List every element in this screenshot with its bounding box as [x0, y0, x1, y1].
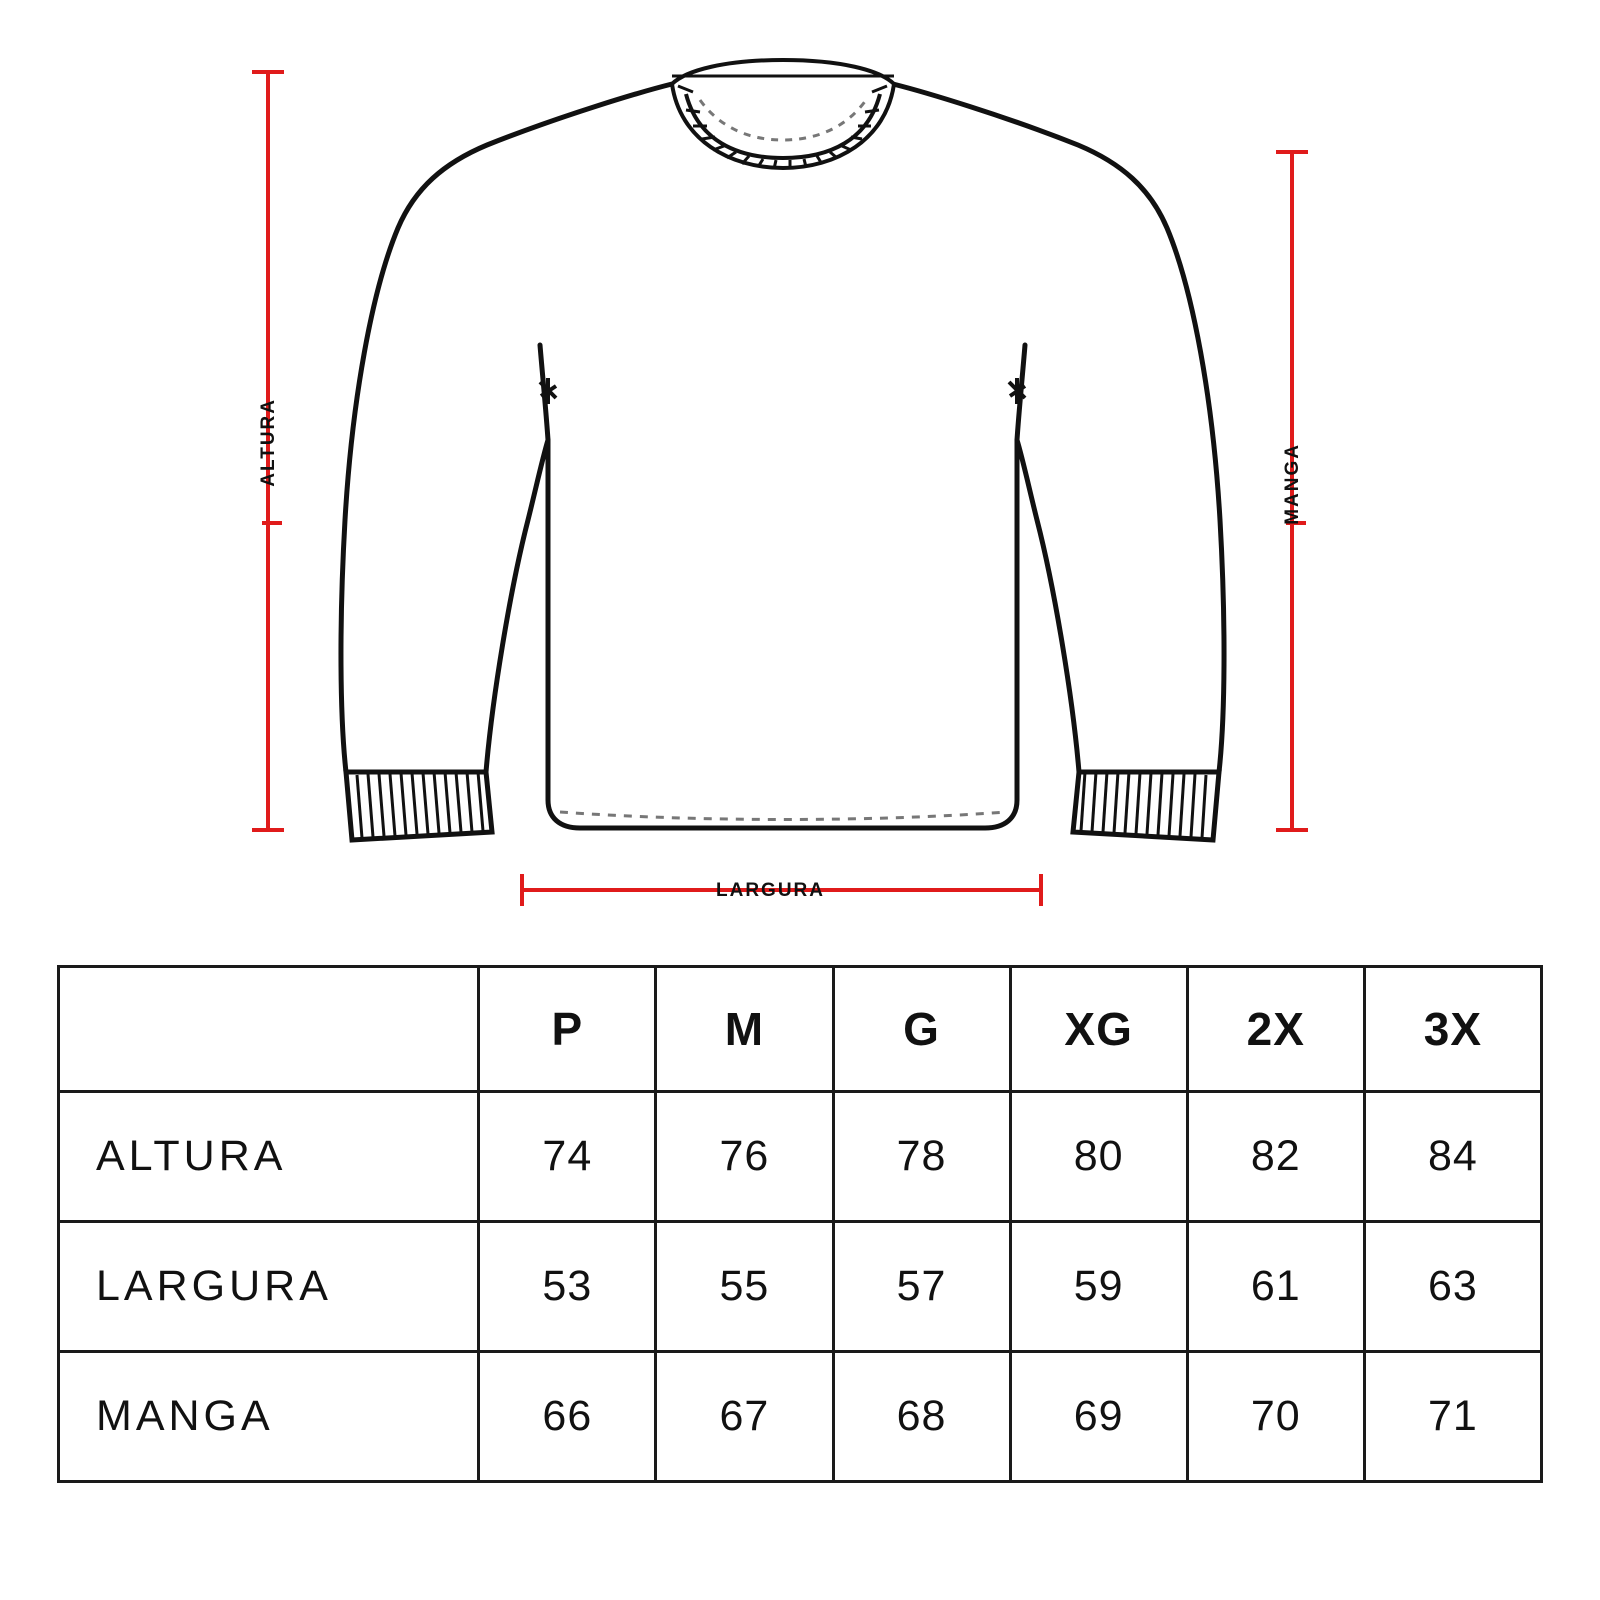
cell-altura-p: 74 — [479, 1092, 656, 1222]
cell-manga-2x: 70 — [1187, 1352, 1364, 1482]
cell-manga-p: 66 — [479, 1352, 656, 1482]
sweatshirt-outline — [341, 84, 1224, 828]
cell-largura-g: 57 — [833, 1222, 1010, 1352]
size-chart-table — [57, 965, 1543, 1483]
column-header-xg: XG — [1010, 967, 1187, 1092]
cell-manga-g: 68 — [833, 1352, 1010, 1482]
width-measure-label: LARGURA — [716, 880, 825, 901]
cell-altura-3x: 84 — [1364, 1092, 1541, 1222]
table-row — [59, 1222, 1542, 1352]
cell-altura-xg: 80 — [1010, 1092, 1187, 1222]
row-label-manga: MANGA — [59, 1352, 479, 1482]
cell-largura-2x: 61 — [1187, 1222, 1364, 1352]
table-corner-cell — [59, 967, 479, 1092]
sleeve-measure-label: MANGA — [1282, 443, 1303, 525]
table-row — [59, 1092, 1542, 1222]
cell-altura-2x: 82 — [1187, 1092, 1364, 1222]
cell-manga-xg: 69 — [1010, 1352, 1187, 1482]
cell-largura-p: 53 — [479, 1222, 656, 1352]
column-header-g: G — [833, 967, 1010, 1092]
cell-manga-3x: 71 — [1364, 1352, 1541, 1482]
cell-manga-m: 67 — [656, 1352, 833, 1482]
cell-largura-xg: 59 — [1010, 1222, 1187, 1352]
column-header-m: M — [656, 967, 833, 1092]
row-label-largura: LARGURA — [59, 1222, 479, 1352]
table-header-row — [59, 967, 1542, 1092]
height-measure-label: ALTURA — [258, 398, 279, 487]
column-header-p: P — [479, 967, 656, 1092]
cell-largura-3x: 63 — [1364, 1222, 1541, 1352]
column-header-3x: 3X — [1364, 967, 1541, 1092]
row-label-altura: ALTURA — [59, 1092, 479, 1222]
table-row — [59, 1352, 1542, 1482]
cell-largura-m: 55 — [656, 1222, 833, 1352]
cell-altura-g: 78 — [833, 1092, 1010, 1222]
column-header-2x: 2X — [1187, 967, 1364, 1092]
cell-altura-m: 76 — [656, 1092, 833, 1222]
